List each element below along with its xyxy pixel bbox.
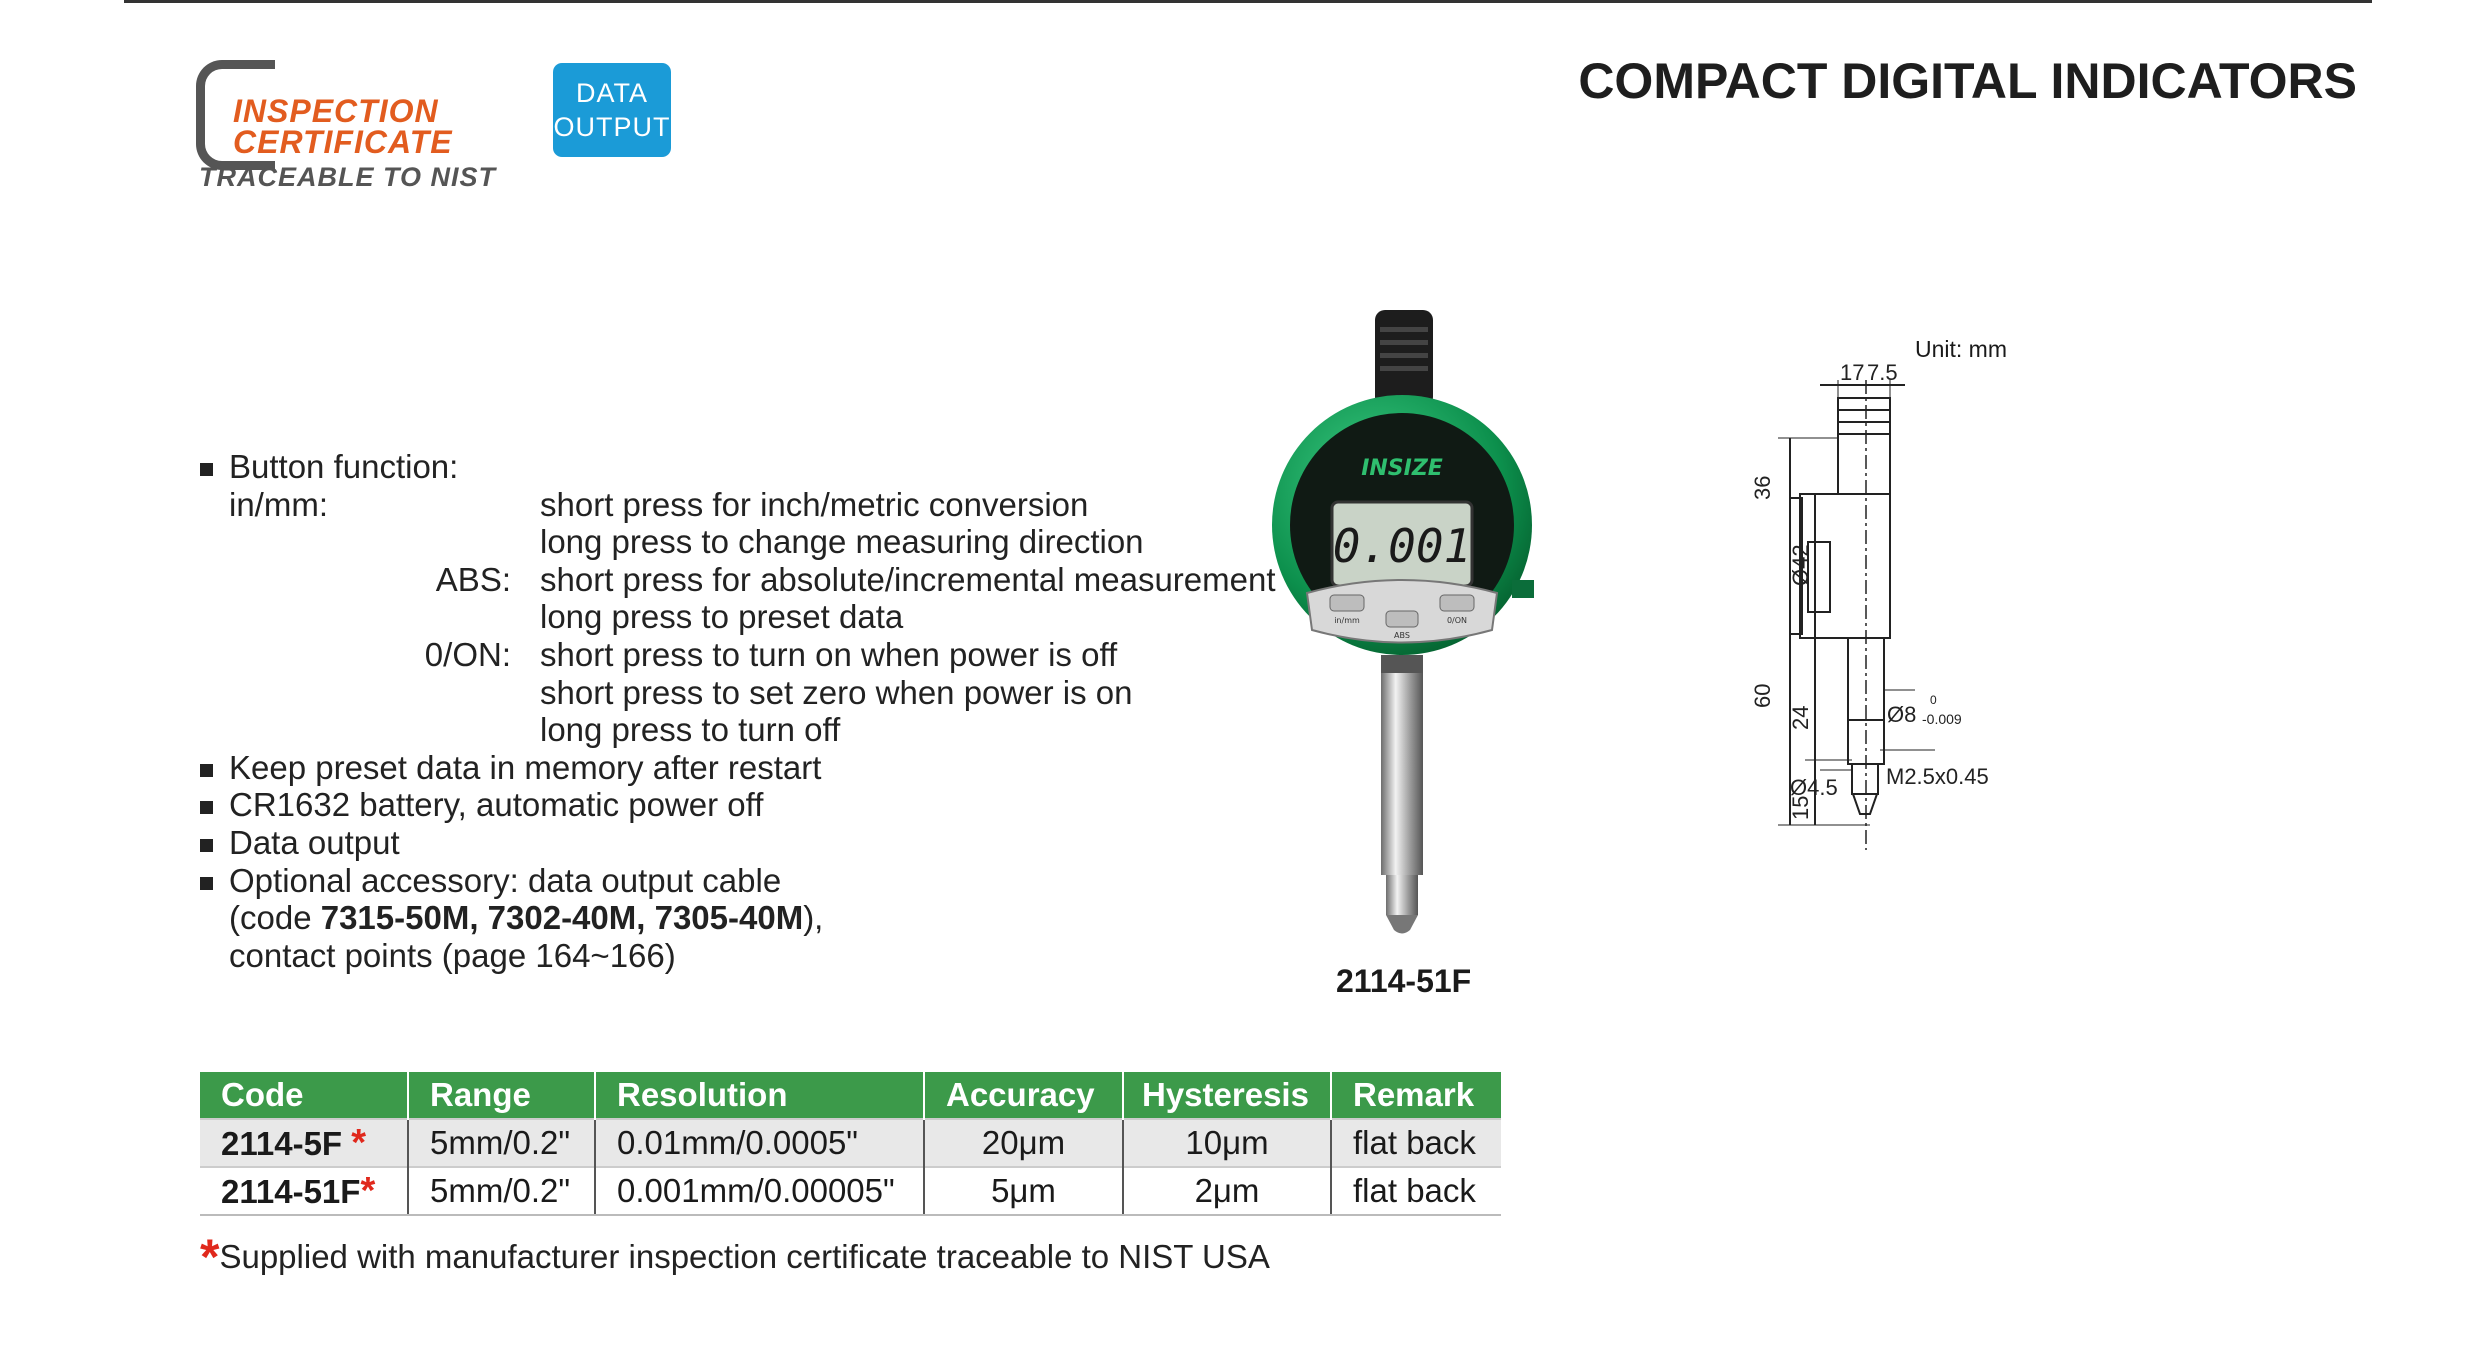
footnote-star-icon: *: [200, 1229, 220, 1285]
unit-note: Unit: mm: [1915, 336, 2007, 362]
inmm-key: in/mm:: [229, 485, 328, 523]
logo-line-inspection: INSPECTION: [233, 93, 439, 129]
on-desc-3: long press to turn off: [540, 711, 841, 749]
feature-button-function: Button function:: [200, 448, 823, 486]
on-desc-2: short press to set zero when power is on: [540, 673, 1133, 711]
abs-button-label: ABS: [1394, 631, 1410, 640]
dim-thread: M2.5x0.45: [1886, 764, 1989, 789]
stem: [1381, 655, 1423, 875]
feature-abs-1: [200, 560, 1276, 599]
feature-inmm-1: [200, 485, 1089, 524]
feature-on-1: [200, 635, 1118, 674]
logo-bracket-top: [236, 60, 274, 69]
accessory-prefix: (code: [229, 899, 321, 937]
badge-line-data: DATA: [575, 78, 648, 108]
feature-battery: CR1632 battery, automatic power off: [200, 786, 823, 824]
contact-point: [1386, 915, 1418, 934]
inmm-button: [1330, 595, 1364, 611]
feature-list: [200, 448, 1276, 974]
star-icon: *: [351, 1121, 367, 1164]
feature-data-output: Data output: [200, 824, 823, 862]
badge-line-output: OUTPUT: [553, 112, 671, 142]
cell-remark: flat back: [1331, 1119, 1501, 1167]
cell-accuracy: 5μm: [924, 1167, 1123, 1215]
logo-line-traceable: TRACEABLE TO NIST: [199, 162, 497, 192]
accessory-codes: 7315-50M, 7302-40M, 7305-40M: [320, 899, 804, 937]
cell-hysteresis: 2μm: [1123, 1167, 1331, 1215]
dim-7-5: 7.5: [1867, 360, 1898, 385]
inmm-desc-1: short press for inch/metric conversion: [540, 485, 1089, 523]
abs-button: [1386, 611, 1418, 627]
feature-memory: Keep preset data in memory after restart: [200, 749, 823, 787]
bullet-icon: [200, 877, 213, 890]
digital-indicator-image: [1262, 305, 1542, 945]
bullet-icon: [200, 764, 213, 777]
dim-d4-5: Ø4.5: [1790, 775, 1838, 800]
th-resolution: Resolution: [595, 1072, 924, 1119]
th-range: Range: [408, 1072, 595, 1119]
dim-d42: Ø42: [1788, 544, 1813, 586]
cell-accuracy: 20μm: [924, 1119, 1123, 1167]
dimension-drawing: [1690, 330, 2050, 850]
data-output-badge: [553, 63, 671, 157]
inmm-desc-2: long press to change measuring direction: [540, 523, 1144, 561]
abs-key: ABS:: [435, 560, 511, 598]
feature-accessory-2: [200, 899, 823, 937]
logo-line-certificate: CERTIFICATE: [233, 124, 453, 160]
bullet-icon: [200, 839, 213, 852]
on-button: [1440, 595, 1474, 611]
spec-table: [200, 1072, 1501, 1216]
accessory-suffix: ),: [803, 899, 824, 937]
dim-15: 15: [1788, 795, 1813, 820]
th-code: Code: [200, 1072, 408, 1119]
table-row: [200, 1119, 1501, 1167]
table-row: [200, 1167, 1501, 1215]
dim-24: 24: [1788, 705, 1813, 730]
feature-on-2: [200, 673, 1133, 712]
top-cap: [1375, 310, 1433, 407]
feature-inmm-2: [200, 523, 1144, 561]
abs-desc-2: long press to preset data: [540, 598, 904, 636]
cell-range: 5mm/0.2": [408, 1119, 595, 1167]
feature-on-3: [200, 711, 841, 749]
on-desc-1: short press to turn on when power is off: [540, 635, 1118, 673]
cell-remark: flat back: [1331, 1167, 1501, 1215]
abs-desc-1: short press for absolute/incremental measurement: [540, 560, 1276, 598]
feature-abs-2: [200, 598, 904, 636]
product-caption: 2114-51F: [1336, 963, 1472, 999]
page-title: COMPACT DIGITAL INDICATORS: [1578, 53, 2357, 109]
cell-hysteresis: 10μm: [1123, 1119, 1331, 1167]
dim-60: 60: [1750, 683, 1775, 708]
dim-d8-tol-up: 0: [1930, 693, 1937, 707]
cell-range: 5mm/0.2": [408, 1167, 595, 1215]
inspection-certificate-logo: [196, 60, 496, 200]
lcd-value: 0.001: [1332, 519, 1472, 573]
top-rule: [124, 0, 2372, 3]
feature-accessory-3: contact points (page 164~166): [229, 936, 676, 974]
brand-label: INSIZE: [1361, 456, 1443, 481]
dim-d8: Ø8: [1887, 702, 1917, 727]
feature-accessory-1: Optional accessory: data output cable: [200, 862, 823, 900]
cell-resolution: 0.01mm/0.0005": [595, 1119, 924, 1167]
dim-d8-tol-low: -0.009: [1922, 711, 1962, 727]
dim-36: 36: [1750, 475, 1775, 500]
th-remark: Remark: [1331, 1072, 1501, 1119]
cell-code: 2114-5F *: [200, 1119, 408, 1167]
cell-code: 2114-51F*: [200, 1167, 408, 1215]
bullet-icon: [200, 463, 213, 476]
th-accuracy: Accuracy: [924, 1072, 1123, 1119]
th-hysteresis: Hysteresis: [1123, 1072, 1331, 1119]
cell-resolution: 0.001mm/0.00005": [595, 1167, 924, 1215]
on-key: 0/ON:: [424, 635, 511, 673]
footnote-text: Supplied with manufacturer inspection certificate traceable to NIST USA: [219, 1238, 1270, 1275]
dim-17: 17: [1840, 360, 1865, 385]
inmm-button-label: in/mm: [1334, 616, 1360, 625]
bullet-icon: [200, 801, 213, 814]
on-button-label: 0/ON: [1446, 616, 1468, 625]
table-header-row: [200, 1072, 1501, 1119]
footnote: [200, 1222, 1270, 1285]
star-icon: *: [360, 1169, 376, 1212]
